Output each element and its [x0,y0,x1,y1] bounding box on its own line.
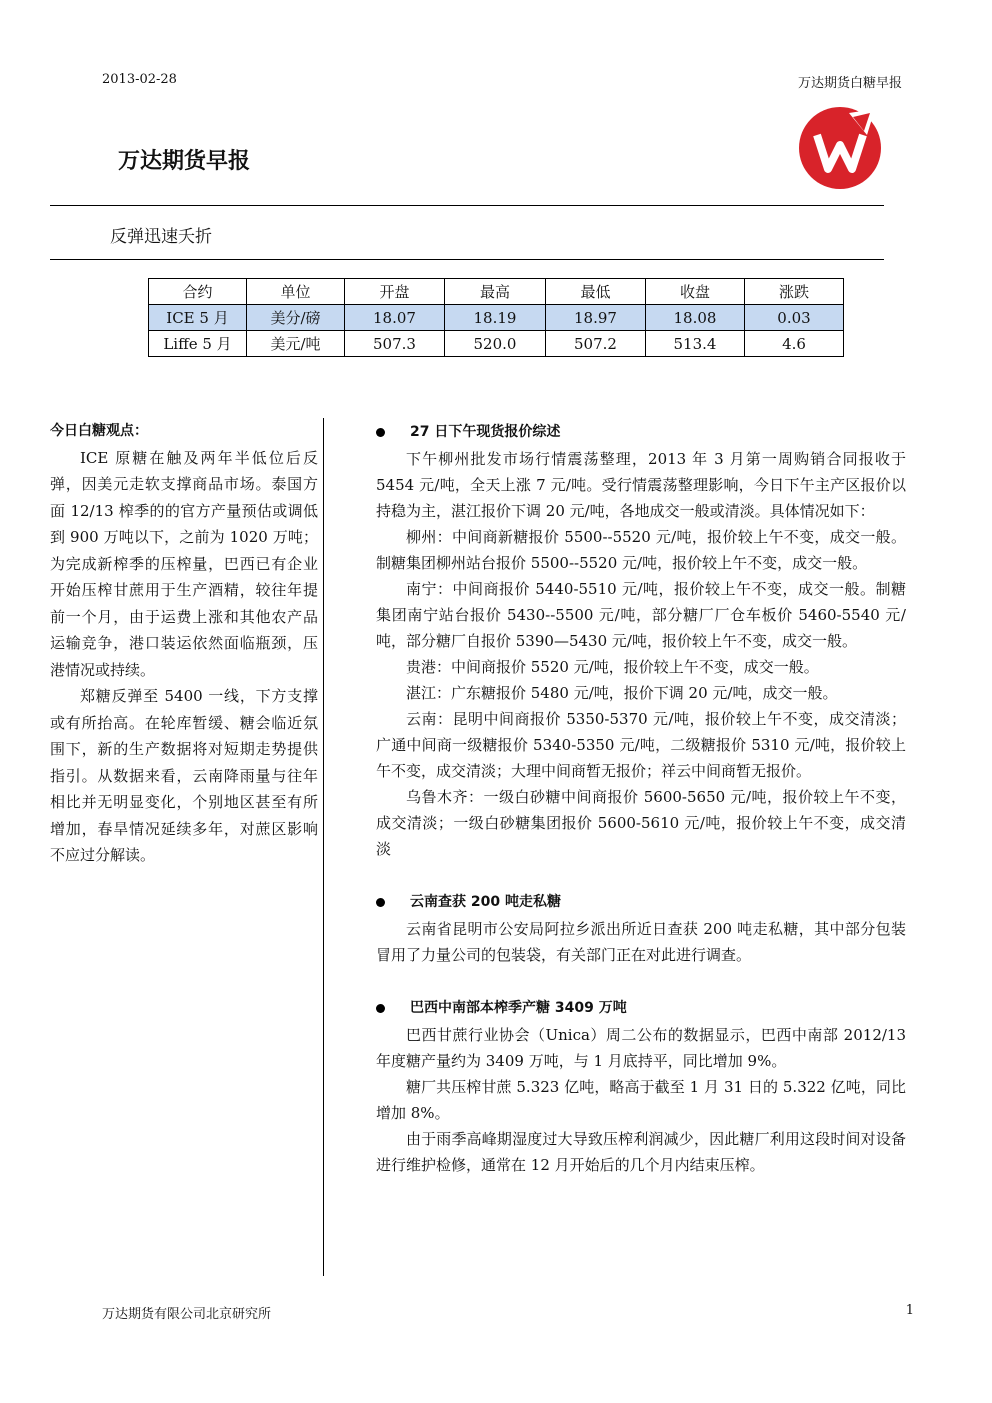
news-column [376,418,906,1178]
divider [50,205,884,206]
bullet-icon [376,898,385,907]
section-paragraph: 云南：昆明中间商报价 5350-5370 元/吨，报价较上午不变，成交清淡；广通中间商一级糖报价 5340-5350 元/吨，二级糖报价 5310 元/吨，报价较上午不变，成交清淡；大理中间商暂无报价；祥云中间商暂无报价。 [376,710,906,780]
section-paragraph: 糖厂共压榨甘蔗 5.323 亿吨，略高于截至 1 月 31 日的 5.322 亿吨，同比增加 8%。 [376,1078,906,1122]
table-cell: 520.0 [445,331,546,357]
table-header: 收盘 [646,279,745,305]
section-paragraph: 巴西甘蔗行业协会（Unica）周二公布的数据显示，巴西中南部 2012/13 年度糖产量约为 3409 万吨，与 1 月底持平，同比增加 9%。 [376,1026,906,1070]
section-title: 云南查获 200 吨走私糖 [410,894,561,910]
page-number: 1 [905,1303,914,1318]
price-table [148,278,844,357]
section-paragraph: 贵港：中间商报价 5520 元/吨，报价较上午不变，成交一般。 [406,658,819,676]
table-header-row [149,279,844,305]
section-paragraph: 湛江：广东糖报价 5480 元/吨，报价下调 20 元/吨，成交一般。 [406,684,838,702]
footer-org: 万达期货有限公司北京研究所 [102,1307,272,1322]
report-subtitle: 反弹迅速夭折 [110,227,212,247]
section-paragraph: 南宁：中间商报价 5440-5510 元/吨，报价较上午不变，成交一般。制糖集团南宁站台报价 5430--5500 元/吨，部分糖厂厂仓车板价 5460-5540 元/吨，部分糖厂自报价 5390—5430 元/吨，报价较上午不变，成交一般。 [376,580,906,650]
table-cell: 507.2 [546,331,646,357]
table-header: 最高 [445,279,546,305]
view-column [50,418,318,869]
table-cell: 18.19 [445,305,546,331]
header-brand: 万达期货白糖早报 [797,76,902,91]
section-title: 27 日下午现货报价综述 [410,424,561,440]
table-cell: 507.3 [345,331,445,357]
company-logo-icon [797,105,883,191]
section-heading [376,418,906,446]
section-title: 巴西中南部本榨季产糖 3409 万吨 [410,1000,627,1016]
table-header: 单位 [247,279,345,305]
bullet-icon [376,1004,385,1013]
divider [50,259,884,260]
table-cell: 18.07 [345,305,445,331]
table-row [149,331,844,357]
page-title: 万达期货早报 [118,149,251,174]
table-header: 开盘 [345,279,445,305]
table-cell: 18.97 [546,305,646,331]
section-paragraph: 下午柳州批发市场行情震荡整理，2013 年 3 月第一周购销合同报收于 5454 元/吨，全天上涨 7 元/吨。受行情震荡整理影响，今日下午主产区报价以持稳为主，湛江报价下调 20 元/吨，各地成交一般或清淡。具体情况如下： [376,450,906,520]
table-cell: ICE 5 月 [149,305,247,331]
section-heading [376,994,906,1022]
section-paragraph: 乌鲁木齐：一级白砂糖中间商报价 5600-5650 元/吨，报价较上午不变，成交清淡；一级白砂糖集团报价 5600-5610 元/吨，报价较上午不变，成交清淡 [376,788,906,858]
report-date: 2013-02-28 [102,72,177,87]
column-divider [323,418,324,1276]
table-cell: 513.4 [646,331,745,357]
view-heading: 今日白糖观点： [50,423,148,439]
view-paragraph: ICE 原糖在触及两年半低位后反弹，因美元走软支撑商品市场。泰国方面 12/13 榨季的的官方产量预估或调低到 900 万吨以下，之前为 1020 万吨；为完成新榨季的压榨量，巴西已有企业开始压榨甘蔗用于生产酒精，较往年提前一个月，由于运费上涨和其他农产品运输竞争，港口装运依然面临瓶颈，压港情况或持续。 [50,448,318,679]
table-header: 最低 [546,279,646,305]
table-cell: 美元/吨 [247,331,345,357]
table-cell: 0.03 [745,305,844,331]
table-cell: 4.6 [745,331,844,357]
section-paragraph: 云南省昆明市公安局阿拉乡派出所近日查获 200 吨走私糖，其中部分包装冒用了力量公司的包装袋，有关部门正在对此进行调查。 [376,920,906,964]
table-cell: 18.08 [646,305,745,331]
view-paragraph: 郑糖反弹至 5400 一线，下方支撑或有所抬高。在轮库暂缓、糖会临近氛围下，新的生产数据将对短期走势提供指引。从数据来看，云南降雨量与往年相比并无明显变化，个别地区甚至有所增加，春旱情况延续多年，对蔗区影响不应过分解读。 [50,687,318,864]
table-cell: Liffe 5 月 [149,331,247,357]
section-paragraph: 由于雨季高峰期湿度过大导致压榨利润减少，因此糖厂利用这段时间对设备进行维护检修，通常在 12 月开始后的几个月内结束压榨。 [376,1130,906,1174]
table-cell: 美分/磅 [247,305,345,331]
section-paragraph: 柳州：中间商新糖报价 5500--5520 元/吨，报价较上午不变，成交一般。制糖集团柳州站台报价 5500--5520 元/吨，报价较上午不变，成交一般。 [376,528,906,572]
bullet-icon [376,428,385,437]
table-row [149,305,844,331]
table-header: 合约 [149,279,247,305]
section-heading [376,888,906,916]
table-header: 涨跌 [745,279,844,305]
